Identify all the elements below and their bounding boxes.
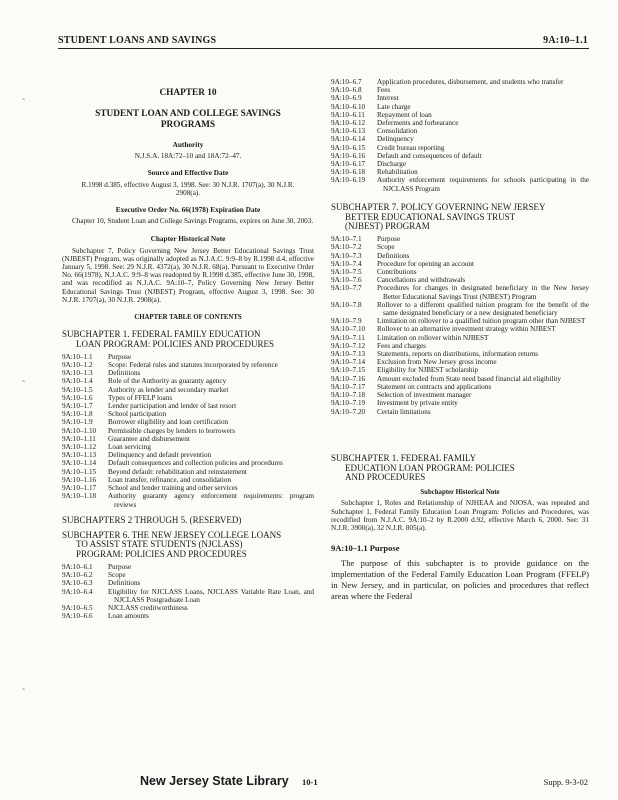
- toc-entry: [62, 418, 314, 426]
- section-title: Definitions: [377, 251, 410, 260]
- toc-entry: [331, 325, 589, 333]
- section-title: Late charge: [377, 102, 411, 111]
- section-title: Rollover to a different qualified tuition program for the benefit of the same designated beneficiary or a new designated beneficiary: [377, 300, 589, 318]
- section-number: 9A:10–6.19: [331, 176, 366, 185]
- section-title: Statement on contracts and applications: [377, 382, 492, 391]
- section-number: 9A:10–1.8: [62, 410, 93, 419]
- section-number: 9A:10–7.3: [331, 251, 362, 260]
- section-number: 9A:10–1.13: [62, 451, 97, 460]
- section-number: 9A:10–6.15: [331, 143, 366, 152]
- toc-entry: [331, 94, 589, 102]
- section-number: 9A:10–1.5: [62, 385, 93, 394]
- section-title: Default and consequences of default: [377, 151, 482, 160]
- section-title: Contributions: [377, 268, 417, 277]
- section-title: Eligibility for NJCLASS Loans, NJCLASS Variable Rate Loan, and NJCLASS Postgraduate Loan: [108, 587, 314, 604]
- section-number: 9A:10–1.3: [62, 369, 93, 378]
- section-title: Purpose: [108, 562, 132, 571]
- section-title: Authority as lender and secondary market: [108, 385, 229, 394]
- subchapter-1-heading: SUBCHAPTER 1. FEDERAL FAMILY EDUCATION LOAN PROGRAM: POLICIES AND PROCEDURES: [331, 452, 515, 483]
- section-title: Default consequences and collection policies and procedures: [108, 459, 283, 468]
- section-number: 9A:10–7.4: [331, 259, 362, 268]
- subchapter-historical-note-heading: Subchapter Historical Note: [420, 489, 500, 497]
- section-title: Scope: Federal rules and statutes incorporated by reference: [108, 361, 278, 370]
- toc-entry: [331, 144, 589, 152]
- toc-entry: [62, 361, 314, 369]
- toc-entry: [62, 484, 314, 492]
- section-title: Definitions: [108, 369, 141, 378]
- section-title: Certain limitations: [377, 407, 431, 416]
- section-number: 9A:10–6.1: [62, 562, 93, 571]
- source-heading: Source and Effective Date: [147, 168, 229, 178]
- section-number: 9A:10–6.13: [331, 127, 366, 136]
- right-column: [331, 78, 589, 602]
- section-title: Interest: [377, 94, 399, 103]
- toc-entry: [331, 152, 589, 160]
- toc-subchapter-1-list: [62, 353, 314, 509]
- section-title: Scope: [377, 243, 395, 252]
- section-title: Loan transfer, refinance, and consolidation: [108, 475, 232, 484]
- section-number: 9A:10–6.9: [331, 94, 362, 103]
- section-number: 9A:10–1.17: [62, 484, 97, 493]
- section-title: Role of the Authority as guaranty agency: [108, 377, 227, 386]
- section-body-text: The purpose of this subchapter is to provide guidance on the implementation of the Federal Family Education Loan Program (FFELP) in New Jersey, and in particular, on policies and procedures that reflect areas where the Federal: [331, 558, 589, 602]
- toc-subchapter-7-list: [331, 235, 589, 415]
- toc-entry: [62, 402, 314, 410]
- chapter-title: STUDENT LOAN AND COLLEGE SAVINGS PROGRAMS: [95, 109, 281, 130]
- toc-entry: [331, 243, 589, 251]
- section-number: 9A:10–1.18: [62, 492, 97, 501]
- toc-entry: [62, 563, 314, 571]
- toc-subchapter-1-heading: SUBCHAPTER 1. FEDERAL FAMILY EDUCATION LOAN PROGRAM: POLICIES AND PROCEDURES: [62, 329, 275, 350]
- section-title: Delinquency and default prevention: [108, 451, 212, 460]
- chapter-label: CHAPTER 10: [159, 88, 217, 98]
- section-number: 9A:10–6.10: [331, 102, 366, 111]
- running-header-left: STUDENT LOANS AND SAVINGS: [58, 35, 217, 46]
- section-title: Rollover to an alternative investment strategy within NJBEST: [377, 325, 556, 334]
- history-text: Subchapter 7, Policy Governing New Jersey Better Educational Savings Trust (NJBEST) Program, was originally adopted as N.J.A.C. 9:9–8 by R.1998 d.4, effective January 5, 1998. See: 29 N.J.R. 4372(a), 30 N.J.R. 68(a). Pursuant to Executive Order No. 66(1978), N.J.A.C. 9:9–8 was readopted by R.1998 d.385, effective June 30, 1998, and was recodified as N.J.A.C. 9A:10–7, Policy Governing New Jersey Better Educational Savings Trust (NJBEST) Program, effective August 3, 1998. See: 30 N.J.R. 1707(a), 30 N.J.R. 2908(a).: [62, 246, 314, 304]
- toc-entry: [331, 276, 589, 284]
- subchapter-historical-note-text: Subchapter 1, Roles and Relationship of NJHEAA and NJOSA, was repealed and Subchapter 1, Federal Family Education Loan Program: Policies and Procedures, was recodified from N.J.A.C. 9A:10–2 by R.2000 d.92, effective March 6, 2000. See: 31 N.J.R. 3900(a), 32 N.J.R. 805(a).: [331, 499, 589, 532]
- section-number: 9A:10–6.7: [331, 78, 362, 86]
- section-title: Loan amounts: [108, 612, 149, 621]
- section-number: 9A:10–6.3: [62, 579, 93, 588]
- toc-entry: [331, 252, 589, 260]
- running-header-right: 9A:10–1.1: [543, 35, 588, 46]
- authority-text: N.J.S.A. 18A:72–10 and 18A:72–47.: [134, 152, 242, 161]
- toc-entry: [331, 342, 589, 350]
- section-title: Definitions: [108, 579, 141, 588]
- toc-entry: [62, 394, 314, 402]
- toc-entry: [331, 235, 589, 243]
- section-title: Beyond default: rehabilitation and reinstatement: [108, 467, 247, 476]
- section-number: 9A:10–7.12: [331, 341, 366, 350]
- section-title: Guarantee and disbursement: [108, 434, 190, 443]
- toc-entry: [62, 443, 314, 451]
- section-title: Limitation on rollover within NJBEST: [377, 333, 489, 342]
- section-number: 9A:10–7.7: [331, 284, 362, 293]
- section-title: NJCLASS creditworthiness: [108, 603, 188, 612]
- toc-entry: [331, 168, 589, 176]
- toc-entry: [62, 476, 314, 484]
- toc-entry: [331, 350, 589, 358]
- header-rule: [58, 48, 589, 49]
- section-number: 9A:10–7.20: [331, 407, 366, 416]
- section-number: 9A:10–7.2: [331, 243, 362, 252]
- section-number: 9A:10–7.17: [331, 382, 366, 391]
- section-title: Permissible charges by lenders to borrowers: [108, 426, 236, 435]
- section-title: Application procedures, disbursement, and students who transfer: [377, 78, 564, 86]
- section-number: 9A:10–7.9: [331, 317, 362, 326]
- toc-entry: [331, 375, 589, 383]
- toc-entry: [331, 119, 589, 127]
- section-number: 9A:10–6.2: [62, 571, 93, 580]
- toc-entry: [62, 612, 314, 620]
- section-title: Lender participation and lender of last resort: [108, 402, 237, 411]
- section-number: 9A:10–1.4: [62, 377, 93, 386]
- section-number: 9A:10–7.6: [331, 276, 362, 285]
- section-title: Loan servicing: [108, 443, 151, 452]
- section-number: 9A:10–7.15: [331, 366, 366, 375]
- section-number: 9A:10–7.8: [331, 300, 362, 309]
- toc-subchapter-6-heading: SUBCHAPTER 6. THE NEW JERSEY COLLEGE LOANS TO ASSIST STATE STUDENTS (NJCLASS) PROGRAM: POLICIES AND PROCEDURES: [62, 529, 282, 560]
- toc-entry: [331, 160, 589, 168]
- section-title: Cancellations and withdrawals: [377, 276, 466, 285]
- toc-entry: [62, 571, 314, 579]
- section-title: Borrower eligibility and loan certification: [108, 418, 229, 427]
- toc-entry: [331, 408, 589, 416]
- section-title: Fees: [377, 86, 391, 95]
- section-heading: 9A:10–1.1 Purpose: [331, 543, 400, 554]
- toc-entry: [62, 427, 314, 435]
- section-number: 9A:10–7.11: [331, 333, 365, 342]
- section-title: Procedure for opening an account: [377, 259, 474, 268]
- toc-entry: [62, 377, 314, 385]
- toc-entry: [62, 579, 314, 587]
- section-title: Fees and charges: [377, 341, 426, 350]
- section-title: Purpose: [108, 352, 132, 361]
- page-number: 10-1: [302, 777, 318, 787]
- section-number: 9A:10–7.5: [331, 268, 362, 277]
- section-title: School participation: [108, 410, 167, 419]
- toc-entry: [331, 103, 589, 111]
- margin-mark: ‸: [22, 90, 26, 100]
- section-number: 9A:10–6.16: [331, 151, 366, 160]
- toc-entry: [331, 334, 589, 342]
- section-number: 9A:10–1.2: [62, 361, 93, 370]
- toc-entry: [331, 399, 589, 407]
- toc-entry: [62, 386, 314, 394]
- section-title: Authority enforcement requirements for schools participating in the NJCLASS Program: [377, 176, 589, 193]
- section-number: 9A:10–7.10: [331, 325, 366, 334]
- section-number: 9A:10–1.14: [62, 459, 97, 468]
- section-title: Purpose: [377, 235, 401, 244]
- toc-entry: [331, 391, 589, 399]
- section-number: 9A:10–6.14: [331, 135, 366, 144]
- section-title: Delinquency: [377, 135, 414, 144]
- toc-heading: CHAPTER TABLE OF CONTENTS: [134, 314, 242, 322]
- section-number: 9A:10–6.17: [331, 160, 366, 169]
- supplement-date: Supp. 9-3-02: [543, 777, 588, 787]
- toc-entry: [62, 451, 314, 459]
- footer-library-stamp: New Jersey State Library: [140, 774, 289, 788]
- section-number: 9A:10–6.11: [331, 110, 365, 119]
- toc-subchapter-6-list-part2: [331, 78, 589, 193]
- section-number: 9A:10–6.6: [62, 612, 93, 621]
- section-number: 9A:10–1.9: [62, 418, 93, 427]
- executive-order-heading: Executive Order No. 66(1978) Expiration Date: [115, 205, 261, 215]
- section-title: Discharge: [377, 160, 407, 169]
- left-column: [62, 80, 314, 620]
- section-title: Limitation on rollover to a qualified tuition program other than NJBEST: [377, 317, 586, 326]
- toc-entry: [62, 435, 314, 443]
- section-number: 9A:10–7.16: [331, 374, 366, 383]
- history-heading: Chapter Historical Note: [150, 234, 226, 244]
- toc-entry: [331, 301, 589, 317]
- margin-mark: ‸: [22, 372, 26, 382]
- toc-entry: [331, 284, 589, 300]
- section-title: Credit bureau reporting: [377, 143, 445, 152]
- toc-entry: [331, 383, 589, 391]
- section-title: Deferments and forbearance: [377, 119, 459, 128]
- section-number: 9A:10–7.13: [331, 350, 366, 359]
- section-number: 9A:10–7.14: [331, 358, 366, 367]
- section-number: 9A:10–1.1: [62, 352, 93, 361]
- margin-mark: ‸: [22, 680, 26, 690]
- section-number: 9A:10–7.18: [331, 391, 366, 400]
- toc-entry: [62, 468, 314, 476]
- toc-entry: [62, 492, 314, 508]
- section-number: 9A:10–1.15: [62, 467, 97, 476]
- section-title: Types of FFELP loans: [108, 393, 173, 402]
- section-title: Procedures for changes in designated beneficiary in the New Jersey Better Educational Savings Trust (NJBEST) Program: [377, 284, 589, 301]
- toc-entry: [331, 86, 589, 94]
- toc-entry: [62, 588, 314, 604]
- section-title: School and lender training and other services: [108, 484, 238, 493]
- toc-entry: [62, 410, 314, 418]
- toc-entry: [331, 111, 589, 119]
- section-number: 9A:10–1.6: [62, 393, 93, 402]
- section-number: 9A:10–6.12: [331, 119, 366, 128]
- toc-entry: [331, 260, 589, 268]
- section-title: Statements, reports on distributions, information returns: [377, 350, 539, 359]
- section-number: 9A:10–6.18: [331, 168, 366, 177]
- section-title: Selection of investment manager: [377, 391, 472, 400]
- section-title: Repayment of loan: [377, 110, 432, 119]
- section-number: 9A:10–1.11: [62, 434, 96, 443]
- section-title: Consolidation: [377, 127, 418, 136]
- toc-entry: [62, 604, 314, 612]
- section-title: Eligibility for NJBEST scholarship: [377, 366, 479, 375]
- toc-entry: [62, 353, 314, 361]
- section-number: 9A:10–1.7: [62, 402, 93, 411]
- authority-heading: Authority: [172, 140, 204, 149]
- toc-subchapter-7-heading: SUBCHAPTER 7. POLICY GOVERNING NEW JERSEY BETTER EDUCATIONAL SAVINGS TRUST (NJBEST) PROGRAM: [331, 201, 546, 232]
- section-title: Amount excluded from State need based financial aid eligibility: [377, 374, 562, 383]
- section-title: Authority guaranty agency enforcement requirements: program reviews: [108, 492, 314, 509]
- toc-entry: [331, 78, 589, 86]
- toc-entry: [331, 127, 589, 135]
- section-title: Investment by private entity: [377, 399, 458, 408]
- section-number: 9A:10–6.8: [331, 86, 362, 95]
- toc-entry: [331, 358, 589, 366]
- section-number: 9A:10–7.1: [331, 235, 362, 244]
- section-number: 9A:10–6.5: [62, 603, 93, 612]
- toc-entry: [331, 176, 589, 192]
- section-title: Rehabilitation: [377, 168, 418, 177]
- toc-entry: [331, 317, 589, 325]
- section-number: 9A:10–7.19: [331, 399, 366, 408]
- toc-entry: [62, 369, 314, 377]
- toc-entry: [331, 268, 589, 276]
- section-number: 9A:10–1.16: [62, 475, 97, 484]
- section-number: 9A:10–6.4: [62, 587, 93, 596]
- toc-subchapter-6-list-part1: [62, 563, 314, 620]
- toc-entry: [62, 459, 314, 467]
- section-title: Exclusion from New Jersey gross income: [377, 358, 497, 367]
- toc-entry: [331, 366, 589, 374]
- toc-entry: [331, 135, 589, 143]
- section-number: 9A:10–1.12: [62, 443, 97, 452]
- source-text: R.1998 d.385, effective August 3, 1998. See: 30 N.J.R. 1707(a), 30 N.J.R. 2908(a).: [81, 180, 295, 197]
- section-title: Scope: [108, 571, 126, 580]
- section-number: 9A:10–1.10: [62, 426, 97, 435]
- toc-subchapters-2-5-heading: SUBCHAPTERS 2 THROUGH 5. (RESERVED): [62, 514, 242, 525]
- executive-order-text: Chapter 10, Student Loan and College Savings Programs, expires on June 30, 2003.: [72, 217, 314, 226]
